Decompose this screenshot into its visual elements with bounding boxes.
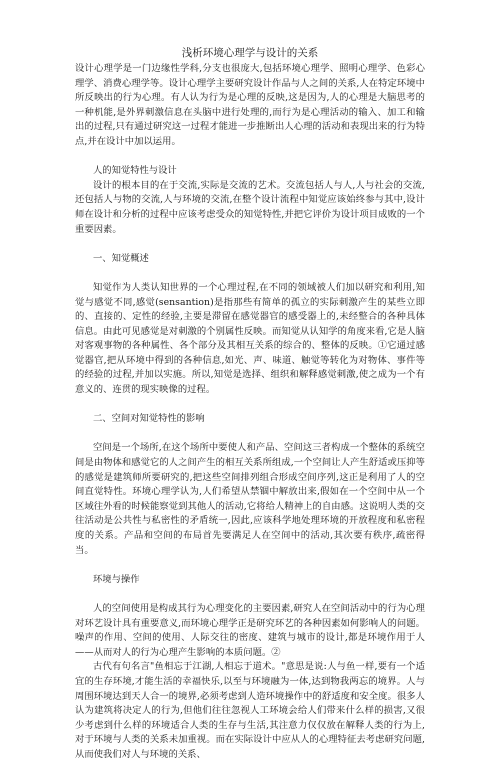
spacer	[75, 150, 425, 165]
spacer	[75, 558, 425, 573]
spacer	[75, 587, 425, 602]
document-title: 浅析环境心理学与设计的关系	[181, 47, 319, 59]
spacer	[75, 398, 425, 413]
spacer	[75, 237, 425, 252]
section-heading-perception-design: 人的知觉特性与设计	[93, 165, 177, 177]
spacer	[75, 266, 425, 281]
body-paragraph: 人的空间使用是构成其行为心理变化的主要因素,研究人在空间活动中的行为心理对环艺设计具有重要意义,而环境心理学正是研究环艺的各种因素如何影响人的问题。噪声的作用、空间的使用、人际交往的密度、建筑与城市的设计,都是环境作用于人——从而对人的行为心理产生影响的本质问题。②	[75, 602, 425, 658]
section-heading-space-influence: 二、空间对知觉特性的影响	[93, 413, 205, 425]
body-paragraph: 知觉作为人类认知世界的一个心理过程,在不同的领域被人们加以研究和利用,知觉与感觉不同,感觉(sensantion)是指那些有简单的孤立的实际刺激产生的某些立即的、直接的、定性的经验,主要是滞留在感觉器官的感受器上的,未经整合的各种具体信息。由此可见感觉是对刺激的个别属性反映。而知觉从认知学的角度来看,它是人脑对客观事物的各种属性、各个部分及其相互关系的综合的、整体的反映。①它通过感觉器官,把从环境中得到的各种信息,如光、声、味道、触觉等转化为对物体、事件等的经验的过程,并加以实施。所以,知觉是选择、组织和解释感觉刺激,使之成为一个有意义的、连贯的现实映像的过程。	[75, 281, 425, 396]
body-paragraph: 设计的根本目的在于交流,实际是交流的艺术。交流包括人与人,人与社会的交流,还包括人与物的交流,人与环境的交流,在整个设计流程中知觉应该始终参与其中,设计师在设计和分析的过程中应该考虑受众的知觉特性,并把它评价为设计项目成败的一个重要因素。	[75, 179, 425, 235]
section-heading-perception-overview: 一、知觉概述	[93, 252, 149, 264]
body-paragraph: 空间是一个场所,在这个场所中要使人和产品、空间这三者构成一个整体的系统空间是由物体和感觉它的人之间产生的相互关系所组成,一个空间让人产生舒适或压抑等的感觉是建筑师所要研究的,把这些空间排列组合形成空间序列,这正是利用了人的空间直觉特性。环境心理学认为,人们希望从禁锢中解放出来,假如在一个空间中从一个区域往外看的时候能察觉到其他人的活动,它将给人精神上的自由感。这说明人类的交往活动是公共性与私密性的矛盾统一,因此,应该科学地处理环境的开放程度和私密程度的关系。产品和空间的布局首先要满足人在空间中的活动,其次要有秩序,疏密得当。	[75, 442, 425, 556]
intro-paragraph: 设计心理学是一门边缘性学科,分支也很庞大,包括环境心理学、照明心理学、色彩心理学、消费心理学等。设计心理学主要研究设计作品与人之间的关系,人在特定环境中所反映出的行为心理。有人认为行为是心理的反映,这是因为,人的心理是大脑思考的一种机能,是外界刺激信息在头脑中进行处理的,而行为是心理活动的输入、加工和输出的过程,只有通过研究这一过程才能进一步推断出人心理的活动和表现出来的行为特点,并在设计中加以运用。	[75, 63, 425, 147]
spacer	[75, 427, 425, 442]
body-paragraph: 古代有句名言"鱼相忘于江湖,人相忘于道术。"意思是说:人与鱼一样,要有一个适宜的生存环境,才能生活的幸福快乐,以至与环境融为一体,达到物我两忘的境界。人与周围环境达到天人合一的境界,必须考虑到人造环境操作中的舒适度和安全度。很多人认为建筑将决定人的行为,但他们往往忽视人工环境会给人们带来什么样的损害,又很少考虑到什么样的环境适合人类的生存与生活,其注意力仅仅放在解释人类的行为上,对于环境与人类的关系未加重视。而在实际设计中应从人的心理特征去考虑研究问题,从而使我们对人与环境的关系、	[75, 661, 425, 760]
section-heading-environment-operation: 环境与操作	[93, 573, 140, 585]
